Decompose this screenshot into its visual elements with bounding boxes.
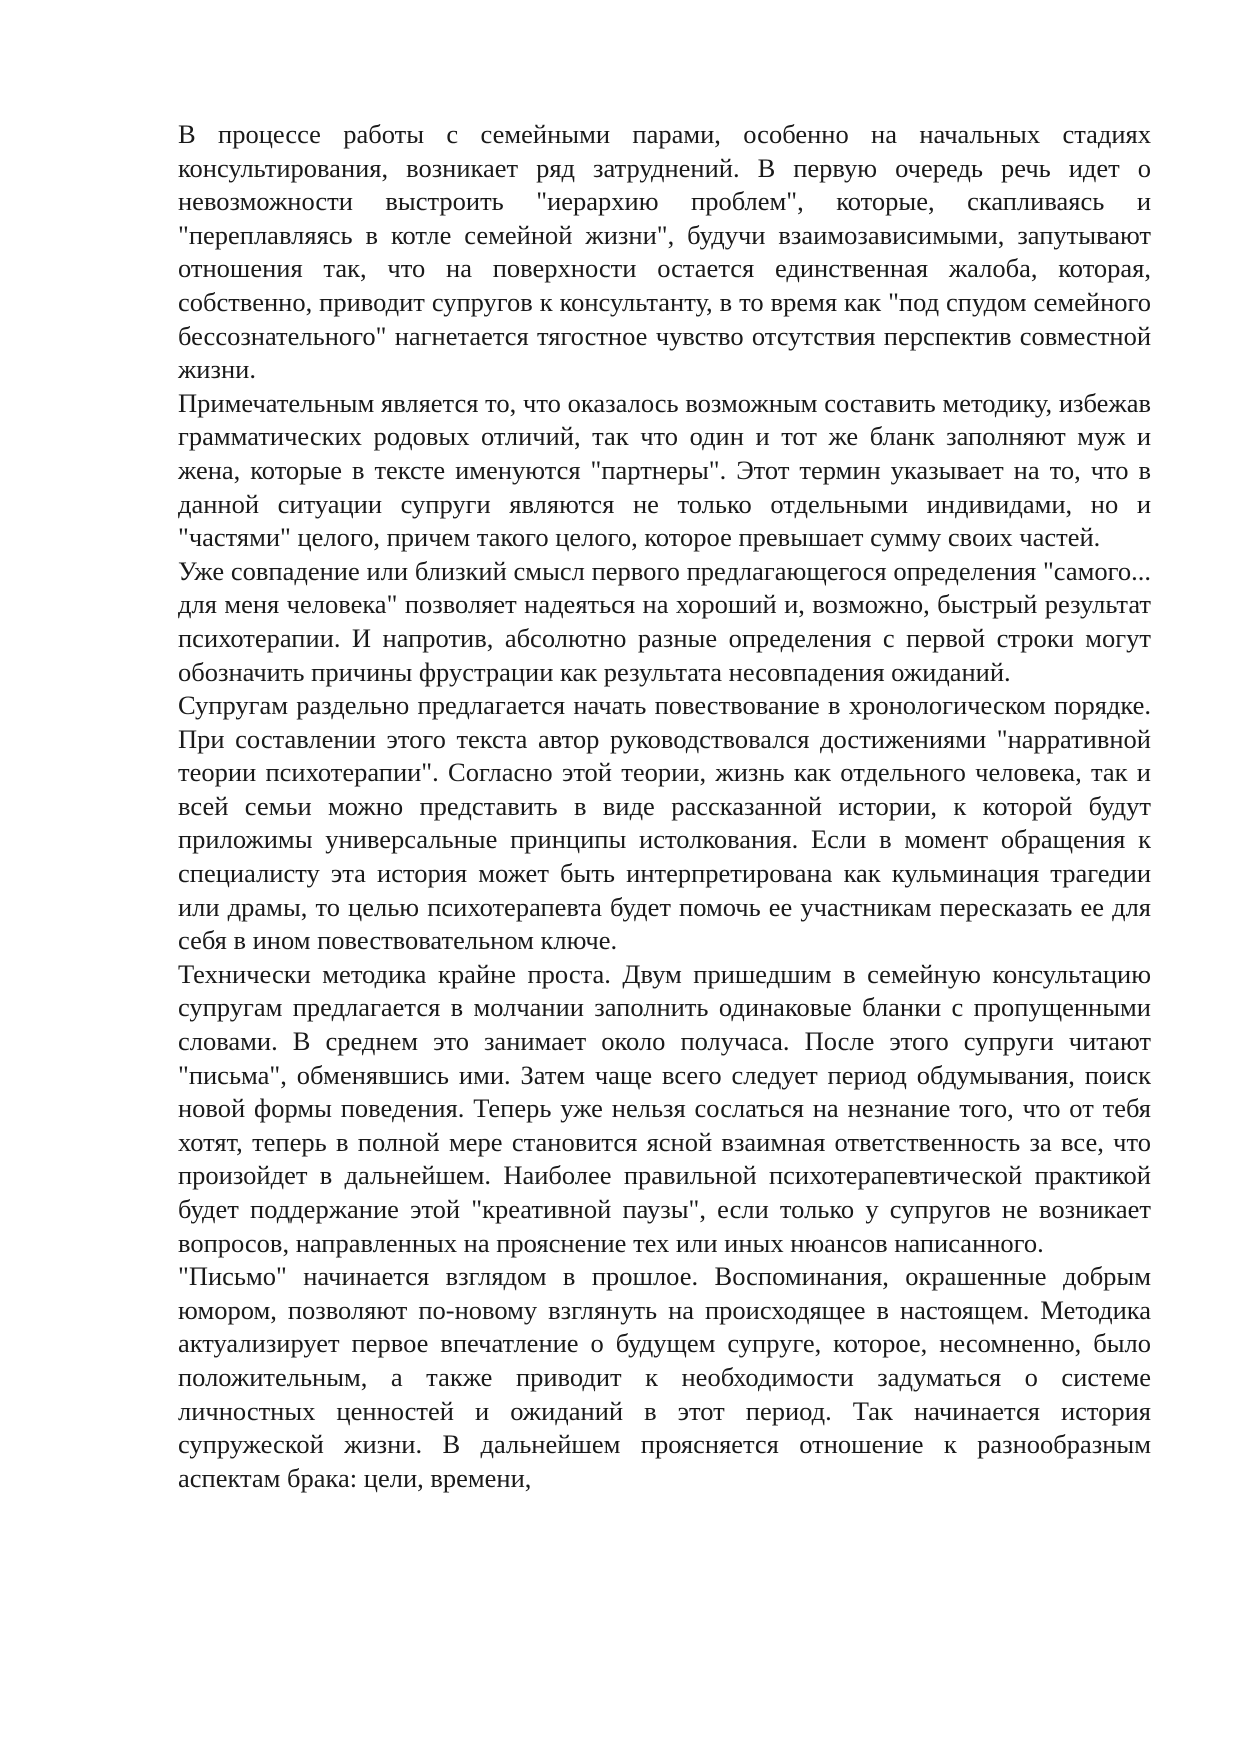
paragraph-narrative-theory: Супругам раздельно предлагается начать повествование в хронологическом порядке. При составлении этого текста автор руководствовался достижениями "нарративной теории психотерапии". Согласно этой теории, жизнь как отдельного человека, так и всей семьи можно представить в виде рассказанной истории, к которой будут приложимы универсальные принципы истолкования. Если в момент обращения к специалисту эта история может быть интерпретирована как кульминация трагедии или драмы, то целью психотерапевта будет помочь ее участникам пересказать ее для себя в ином повествовательном ключе. (178, 690, 1151, 956)
paragraph-technique: Технически методика крайне проста. Двум пришедшим в семейную консультацию супругам предлагается в молчании заполнить одинаковые бланки с пропущенными словами. В среднем это занимает около получаса. После этого супруги читают "письма", обменявшись ими. Затем чаще всего следует период обдумывания, поиск новой формы поведения. Теперь уже нельзя сослаться на незнание того, что от тебя хотят, теперь в полной мере становится ясной взаимная ответственность за все, что произойдет в дальнейшем. Наиболее правильной психотерапевтической практикой будет поддержание этой "креативной паузы", если только у супругов не возникает вопросов, направленных на прояснение тех или иных нюансов написанного. (178, 958, 1151, 1258)
paragraph-first-definition: Уже совпадение или близкий смысл первого предлагающегося определения "самого... для меня человека" позволяет надеяться на хороший и, возможно, быстрый результат психотерапии. И напротив, абсолютно разные определения с первой строки могут обозначить причины фрустрации как результата несовпадения ожиданий. (178, 555, 1151, 687)
document-body (178, 118, 1151, 1495)
paragraph-letter: "Письмо" начинается взглядом в прошлое. Воспоминания, окрашенные добрым юмором, позволяют по-новому взглянуть на происходящее в настоящем. Методика актуализирует первое впечатление о будущем супруге, которое, несомненно, было положительным, а также приводит к необходимости задуматься о системе личностных ценностей и ожиданий в этот период. Так начинается история супружеской жизни. В дальнейшем проясняется отношение к разнообразным аспектам брака: цели, времени, (178, 1261, 1151, 1493)
paragraph-intro: В процессе работы с семейными парами, особенно на начальных стадиях консультирования, возникает ряд затруднений. В первую очередь речь идет о невозможности выстроить "иерархию проблем", которые, скапливаясь и "переплавляясь в котле семейной жизни", будучи взаимозависимыми, запутывают отношения так, что на поверхности остается единственная жалоба, которая, собственно, приводит супругов к консультанту, в то время как "под спудом семейного бессознательного" нагнетается тягостное чувство отсутствия перспектив совместной жизни. (178, 119, 1151, 385)
paragraph-partners: Примечательным является то, что оказалось возможным составить методику, избежав грамматических родовых отличий, так что один и тот же бланк заполняют муж и жена, которые в тексте именуются "партнеры". Этот термин указывает на то, что в данной ситуации супруги являются не только отдельными индивидами, но и "частями" целого, причем такого целого, которое превышает сумму своих частей. (178, 387, 1151, 553)
